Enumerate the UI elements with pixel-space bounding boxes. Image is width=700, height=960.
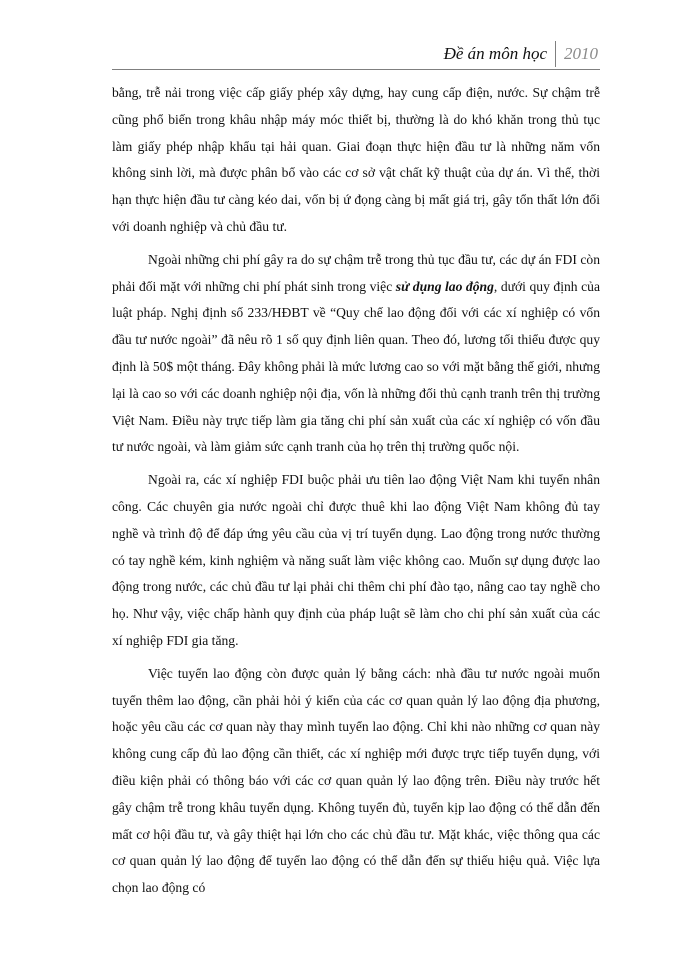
paragraph-2-text-start: Ngoài những chi phí gây ra do sự chậm trễ trong thủ tục đầu tư, các dự án FDI còn phải đối mặt với những chi phí phát sinh trong việc bbox=[112, 251, 600, 294]
paragraph-1: bằng, trễ nải trong việc cấp giấy phép xây dựng, hay cung cấp điện, nước. Sự chậm trễ cũng phổ biến trong khâu nhập máy móc thiết bị, thường là do khó khăn trong thủ tục làm giấy phép nhập khẩu tại hải quan. Giai đoạn thực hiện đầu tư là những năm vốn không sinh lời, mà được phân bổ vào các cơ sở vật chất kỹ thuật của dự án. Vì thế, thời hạn thực hiện đầu tư càng kéo dai, vốn bị ứ đọng càng bị mất giá trị, gây tổn thất lớn đối với doanh nghiệp và chủ đầu tư. bbox=[112, 85, 600, 234]
page-header bbox=[444, 40, 598, 68]
paragraph-2-text-end: , dưới quy định của luật pháp. Nghị định số 233/HĐBT về “Quy chế lao động đối với các xí nghiệp có vốn đầu tư nước ngoài” đã nêu rõ 1 số quy định liên quan. Theo đó, lương tối thiểu được quy định là 50$ một tháng. Đây không phải là mức lương cao so với mặt bằng thế giới, nhưng lại là cao so với các doanh nghiệp nội địa, vốn là những đối thủ cạnh tranh trên thị trường Việt Nam. Điều này trực tiếp làm gia tăng chi phí sản xuất của các xí nghiệp có vốn đầu tư nước ngoài, và làm giảm sức cạnh tranh của họ trên thị trường quốc nội. bbox=[112, 278, 600, 455]
header-title: Đề án môn học bbox=[443, 44, 547, 63]
paragraph-3: Ngoài ra, các xí nghiệp FDI buộc phải ưu tiên lao động Việt Nam khi tuyển nhân công. Các chuyên gia nước ngoài chỉ được thuê khi lao động Việt Nam không đủ tay nghề và trình độ để đáp ứng yêu cầu của vị trí tuyển dụng. Lao động trong nước thường có tay nghề kém, kinh nghiệm và năng suất làm việc không cao. Muốn sự dụng được lao động trong nước, các chủ đầu tư lại phải chi thêm chi phí đào tạo, nâng cao tay nghề cho họ. Như vậy, việc chấp hành quy định của pháp luật sẽ làm cho chi phí sản xuất của các xí nghiệp FDI gia tăng. bbox=[112, 472, 600, 648]
paragraph-2-emphasis: sử dụng lao động bbox=[395, 278, 494, 294]
paragraph-2 bbox=[112, 247, 600, 461]
paragraph-4: Việc tuyển lao động còn được quản lý bằng cách: nhà đầu tư nước ngoài muốn tuyển thêm lao động, cần phải hỏi ý kiến của các cơ quan quản lý lao động địa phương, hoặc yêu cầu các cơ quan này thay mình tuyển lao động. Chỉ khi nào những cơ quan này không cung cấp đủ lao động cần thiết, các xí nghiệp mới được trực tiếp tuyển dụng, với điều kiện phải có thông báo với các cơ quan quản lý lao động trên. Điều này trước hết gây chậm trễ trong khâu tuyển dụng. Không tuyển đủ, tuyển kịp lao động có thể dẫn đến mất cơ hội đầu tư, và gây thiệt hại lớn cho các chủ đầu tư. Mặt khác, việc thông qua các cơ quan quản lý lao động để tuyển lao động có thể dẫn đến sự thiếu hiệu quả. Việc lựa chọn lao động có bbox=[112, 665, 600, 896]
document-body bbox=[112, 80, 600, 908]
header-year: 2010 bbox=[564, 44, 598, 63]
header-rule bbox=[112, 69, 600, 70]
